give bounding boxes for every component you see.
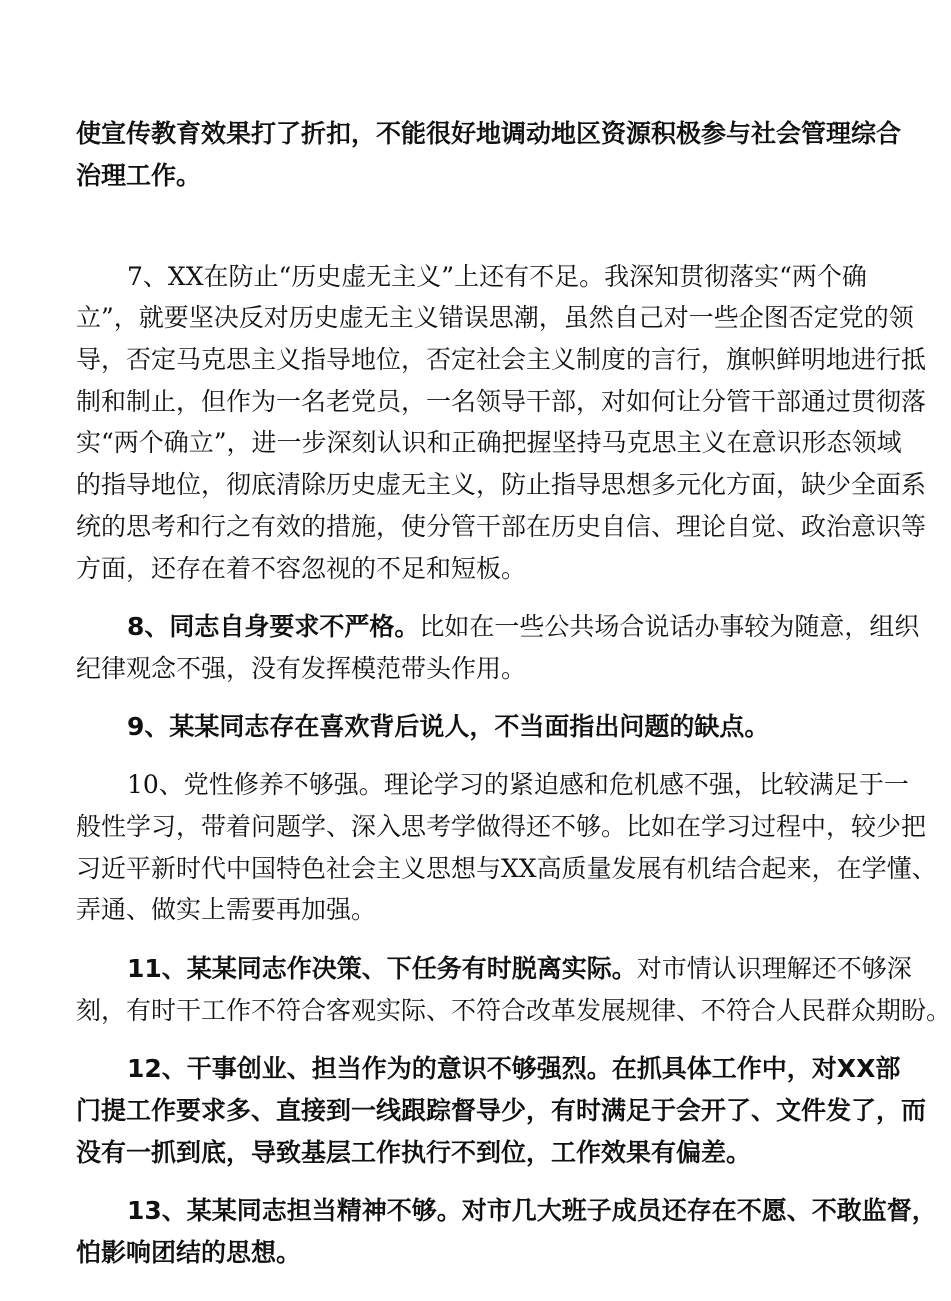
text-line: 习近平新时代中国特色社会主义思想与XX高质量发展有机结合起来，在学懂、 <box>76 854 937 883</box>
text-line: 治理工作。 <box>76 161 202 190</box>
text-line: 制和制止，但作为一名老党员，一名领导干部，对如何让分管干部通过贯彻落 <box>76 387 927 416</box>
paragraph-11-start <box>127 948 912 990</box>
text-line: 方面，还存在着不容忽视的不足和短板。 <box>76 554 527 583</box>
paragraph-13-start: 13、某某同志担当精神不够。对市几大班子成员还存在不愿、不敢监督， <box>127 1196 937 1225</box>
paragraph-8-heading: 8、同志自身要求不严格。 <box>127 612 420 641</box>
text-line: 弄通、做实上需要再加强。 <box>76 895 377 924</box>
paragraph-10-start: 10、党性修养不够强。理论学习的紧迫感和危机感不强，比较满足于一 <box>127 770 909 799</box>
paragraph-11-body: 对市情认识理解还不够深 <box>636 954 912 983</box>
paragraph-12-start: 12、干事创业、担当作为的意识不够强烈。在抓具体工作中，对XX部 <box>127 1054 901 1083</box>
text-line: 使宣传教育效果打了折扣，不能很好地调动地区资源积极参与社会管理综合 <box>76 119 902 148</box>
text-line: 导，否定马克思主义指导地位，否定社会主义制度的言行，旗帜鲜明地进行抵 <box>76 345 927 374</box>
paragraph-11-heading: 11、某某同志作决策、下任务有时脱离实际。 <box>127 954 637 983</box>
paragraph-7-start: 7、XX在防止“历史虚无主义”上还有不足。我深知贯彻落实“两个确 <box>127 262 867 291</box>
text-line: 统的思考和行之有效的措施，使分管干部在历史自信、理论自觉、政治意识等 <box>76 512 927 541</box>
paragraph-8-body: 比如在一些公共场合说话办事较为随意，组织 <box>419 612 920 641</box>
text-line: 立”，就要坚决反对历史虚无主义错误思潮，虽然自己对一些企图否定党的领 <box>76 303 914 332</box>
text-line: 纪律观念不强，没有发挥模范带头作用。 <box>76 654 527 683</box>
text-line: 实“两个确立”，进一步深刻认识和正确把握坚持马克思主义在意识形态领域 <box>76 428 902 457</box>
text-line: 没有一抓到底，导致基层工作执行不到位，工作效果有偏差。 <box>76 1138 752 1167</box>
text-line: 刻，有时干工作不符合客观实际、不符合改革发展规律、不符合人民群众期盼。 <box>76 996 951 1025</box>
text-line: 般性学习，带着问题学、深入思考学做得还不够。比如在学习过程中，较少把 <box>76 812 927 841</box>
text-line: 怕影响团结的思想。 <box>76 1238 302 1267</box>
paragraph-9: 9、某某同志存在喜欢背后说人，不当面指出问题的缺点。 <box>127 712 770 741</box>
text-line: 的指导地位，彻底清除历史虚无主义，防止指导思想多元化方面，缺少全面系 <box>76 470 927 499</box>
paragraph-8-start <box>127 606 920 648</box>
text-line: 门提工作要求多、直接到一线跟踪督导少，有时满足于会开了、文件发了，而 <box>76 1096 927 1125</box>
